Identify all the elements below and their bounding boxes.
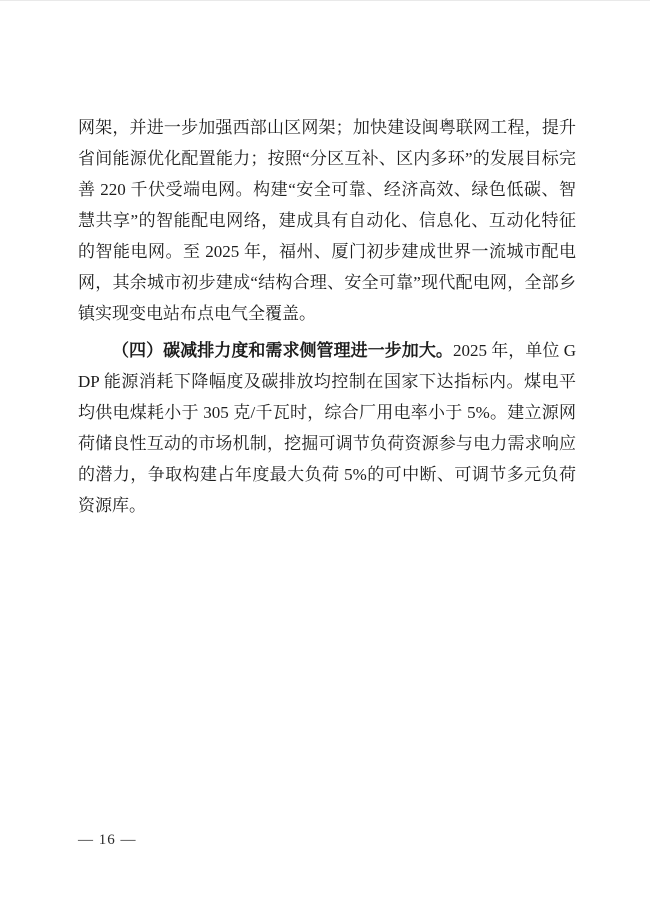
paragraph-grid-network	[78, 112, 576, 329]
document-body	[78, 112, 576, 521]
page-number: — 16 —	[78, 832, 137, 848]
paragraph-carbon-reduction-text: 2025 年，单位 GDP 能源消耗下降幅度及碳排放均控制在国家下达指标内。煤电平均供电煤耗小于 305 克/千瓦时，综合厂用电率小于 5%。建立源网荷储良性互动的市场机制，挖掘可调节负荷资源参与电力需求响应的潜力，争取构建占年度最大负荷 5%的可中断、可调节多元负荷资源库。	[78, 341, 576, 515]
page-footer	[78, 830, 137, 850]
paragraph-grid-network-text: 网架，并进一步加强西部山区网架；加快建设闽粤联网工程，提升省间能源优化配置能力；按照“分区互补、区内多环”的发展目标完善 220 千伏受端电网。构建“安全可靠、经济高效、绿色低碳、智慧共享”的智能配电网络，建成具有自动化、信息化、互动化特征的智能电网。至 2025 年，福州、厦门初步建成世界一流城市配电网，其余城市初步建成“结构合理、安全可靠”现代配电网，全部乡镇实现变电站布点电气全覆盖。	[78, 118, 576, 323]
scan-edge-artifact	[0, 0, 650, 1]
section-heading-four: （四）碳减排力度和需求侧管理进一步加大。	[112, 341, 453, 360]
paragraph-carbon-reduction	[78, 335, 576, 521]
